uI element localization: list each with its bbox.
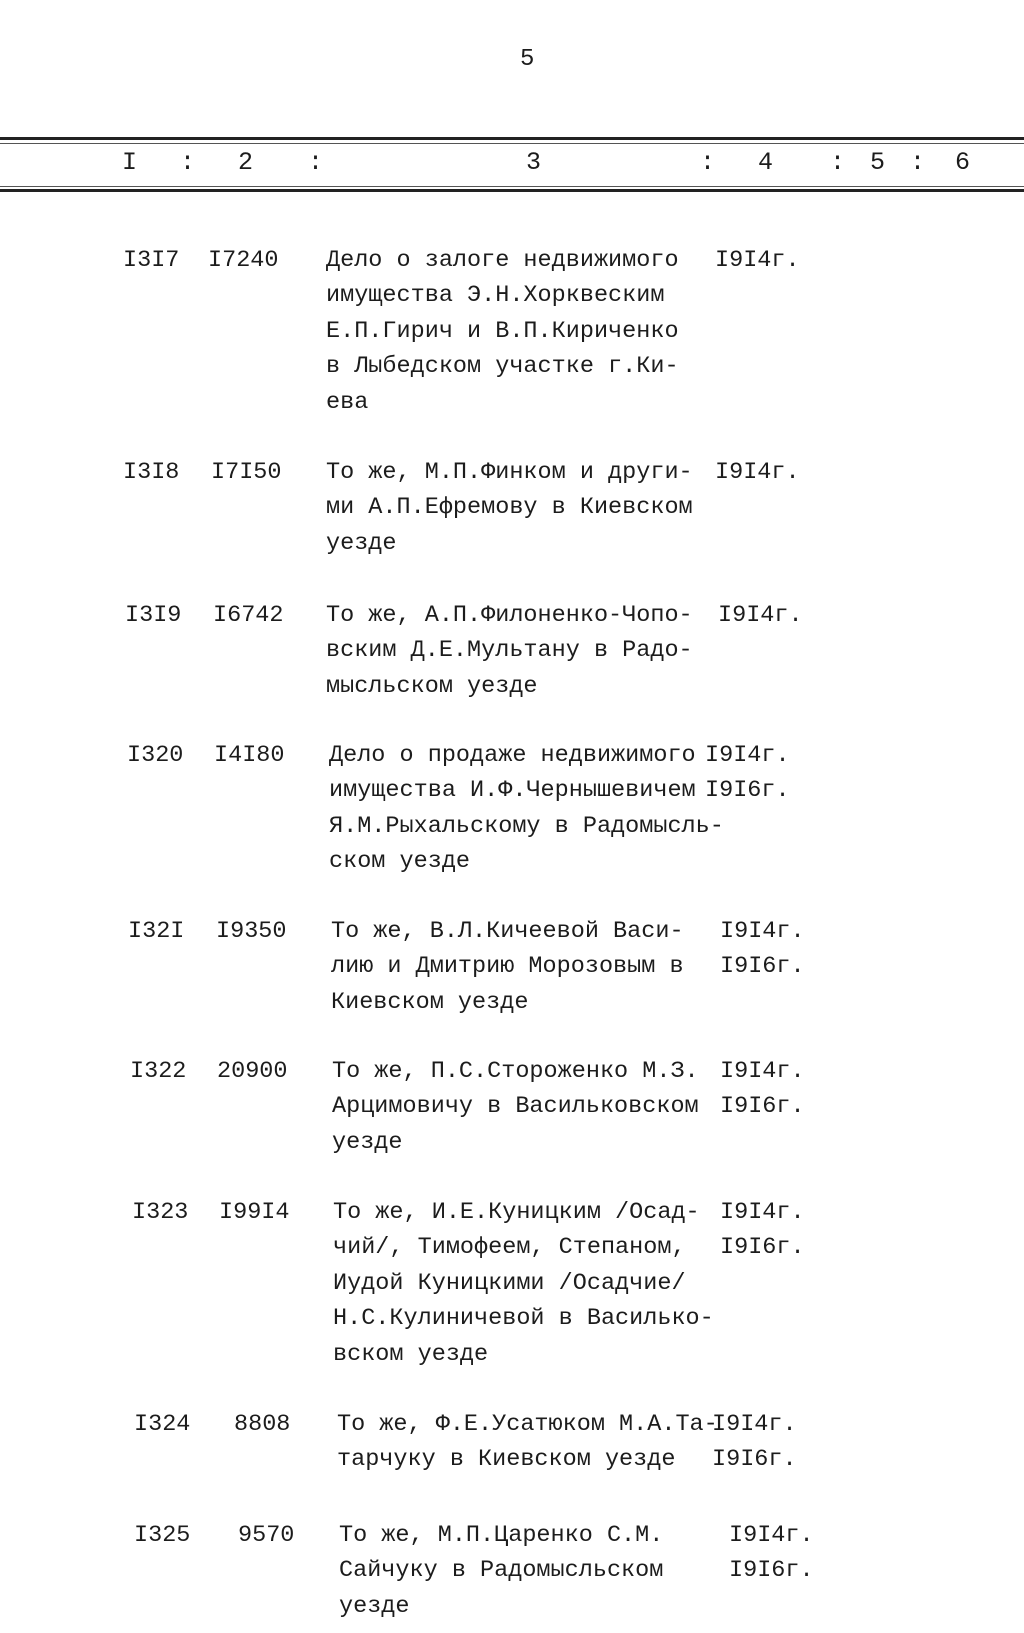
entry-dates bbox=[720, 1195, 805, 1266]
title-line: Дело о залоге недвижимого bbox=[326, 247, 679, 274]
entry-title bbox=[339, 1518, 663, 1624]
entry-number: I3I8 bbox=[123, 459, 180, 486]
title-line: Киевском уезде bbox=[331, 988, 529, 1016]
entry-dates bbox=[718, 598, 803, 633]
entry-number: I324 bbox=[134, 1411, 191, 1438]
date-year: I9I4г. bbox=[718, 602, 803, 629]
entry-number: I322 bbox=[130, 1058, 187, 1085]
file-number: I7240 bbox=[208, 247, 279, 274]
entry-dates bbox=[715, 455, 800, 490]
entry-number: I32I bbox=[128, 918, 185, 945]
title-line: ском уезде bbox=[329, 848, 471, 876]
file-number: I6742 bbox=[213, 602, 284, 629]
header-sep: : bbox=[910, 148, 926, 177]
title-line: То же, П.С.Стороженко М.З. bbox=[332, 1058, 699, 1085]
title-line: То же, В.Л.Кичеевой Васи- bbox=[331, 918, 684, 945]
header-col4: 4 bbox=[758, 148, 774, 177]
header-sep: : bbox=[308, 148, 324, 177]
file-number: I99I4 bbox=[219, 1199, 290, 1226]
header-bottom-rule bbox=[0, 189, 1024, 192]
header-top-rule bbox=[0, 137, 1024, 140]
title-line: То же, А.П.Филоненко-Чопо- bbox=[326, 602, 693, 629]
header-col3: 3 bbox=[526, 148, 542, 177]
title-line: в Лыбедском участке г.Ки- bbox=[326, 353, 679, 381]
file-number: I7I50 bbox=[211, 459, 282, 486]
title-line: ева bbox=[326, 388, 369, 416]
entry-number: I320 bbox=[127, 742, 184, 769]
title-line: лию и Дмитрию Морозовым в bbox=[331, 953, 684, 981]
title-line: То же, М.П.Царенко С.М. bbox=[339, 1522, 664, 1549]
page-number: 5 bbox=[520, 46, 535, 73]
date-year: I9I6г. bbox=[720, 1093, 805, 1121]
entry-title bbox=[326, 243, 679, 420]
date-year: I9I6г. bbox=[720, 1234, 805, 1262]
entry-title bbox=[329, 738, 724, 880]
title-line: уезде bbox=[332, 1128, 403, 1156]
title-line: вском уезде bbox=[333, 1340, 489, 1368]
entry-number: I323 bbox=[132, 1199, 189, 1226]
header-top-rule-thin bbox=[0, 143, 1024, 144]
header-sep: : bbox=[830, 148, 846, 177]
title-line: Н.С.Кулиничевой в Василько- bbox=[333, 1305, 714, 1333]
entry-dates bbox=[720, 1054, 805, 1125]
entry-number: I3I7 bbox=[123, 247, 180, 274]
date-year: I9I4г. bbox=[715, 247, 800, 274]
title-line: имущества Э.Н.Хорквеским bbox=[326, 282, 665, 310]
title-line: уезде bbox=[339, 1592, 410, 1620]
file-number: I9350 bbox=[216, 918, 287, 945]
file-number: 20900 bbox=[217, 1058, 288, 1085]
header-col5: 5 bbox=[870, 148, 886, 177]
title-line: уезде bbox=[326, 529, 397, 557]
entry-number: I3I9 bbox=[125, 602, 182, 629]
title-line: Дело о продаже недвижимого bbox=[329, 742, 696, 769]
entry-dates bbox=[705, 738, 790, 809]
date-year: I9I4г. bbox=[705, 742, 790, 769]
header-col1: I bbox=[122, 148, 138, 177]
entry-title bbox=[331, 914, 684, 1020]
entry-title bbox=[333, 1195, 714, 1372]
entry-title bbox=[326, 598, 693, 704]
title-line: То же, Ф.Е.Усатюком М.А.Та- bbox=[337, 1411, 718, 1438]
header-sep: : bbox=[700, 148, 716, 177]
date-year: I9I4г. bbox=[715, 459, 800, 486]
entry-title bbox=[337, 1407, 718, 1478]
entry-dates bbox=[712, 1407, 797, 1478]
date-year: I9I6г. bbox=[705, 777, 790, 805]
title-line: вским Д.Е.Мультану в Радо- bbox=[326, 637, 693, 665]
file-number: 8808 bbox=[234, 1411, 291, 1438]
file-number: I4I80 bbox=[214, 742, 285, 769]
title-line: Сайчуку в Радомысльском bbox=[339, 1557, 664, 1585]
header-col6: 6 bbox=[955, 148, 971, 177]
date-year: I9I6г. bbox=[712, 1446, 797, 1474]
entry-title bbox=[332, 1054, 699, 1160]
date-year: I9I4г. bbox=[720, 1058, 805, 1085]
entry-dates bbox=[715, 243, 800, 278]
date-year: I9I4г. bbox=[712, 1411, 797, 1438]
title-line: То же, М.П.Финком и други- bbox=[326, 459, 693, 486]
entry-dates bbox=[720, 914, 805, 985]
date-year: I9I6г. bbox=[729, 1557, 814, 1585]
file-number: 9570 bbox=[238, 1522, 295, 1549]
date-year: I9I4г. bbox=[720, 1199, 805, 1226]
entry-title bbox=[326, 455, 693, 561]
title-line: имущества И.Ф.Чернышевичем bbox=[329, 777, 696, 805]
header-bottom-rule-thin bbox=[0, 186, 1024, 187]
date-year: I9I4г. bbox=[720, 918, 805, 945]
title-line: чий/, Тимофеем, Степаном, bbox=[333, 1234, 686, 1262]
date-year: I9I4г. bbox=[729, 1522, 814, 1549]
title-line: тарчуку в Киевском уезде bbox=[337, 1446, 676, 1474]
title-line: Арцимовичу в Васильковском bbox=[332, 1093, 699, 1121]
title-line: Иудой Куницкими /Осадчие/ bbox=[333, 1269, 686, 1297]
date-year: I9I6г. bbox=[720, 953, 805, 981]
entry-dates bbox=[729, 1518, 814, 1589]
title-line: Я.М.Рыхальскому в Радомысль- bbox=[329, 812, 724, 840]
entry-number: I325 bbox=[134, 1522, 191, 1549]
title-line: ми А.П.Ефремову в Киевском bbox=[326, 494, 693, 522]
header-sep: : bbox=[180, 148, 196, 177]
title-line: Е.П.Гирич и В.П.Кириченко bbox=[326, 317, 679, 345]
title-line: То же, И.Е.Куницким /Осад- bbox=[333, 1199, 700, 1226]
header-col2: 2 bbox=[238, 148, 254, 177]
title-line: мысльском уезде bbox=[326, 672, 538, 700]
